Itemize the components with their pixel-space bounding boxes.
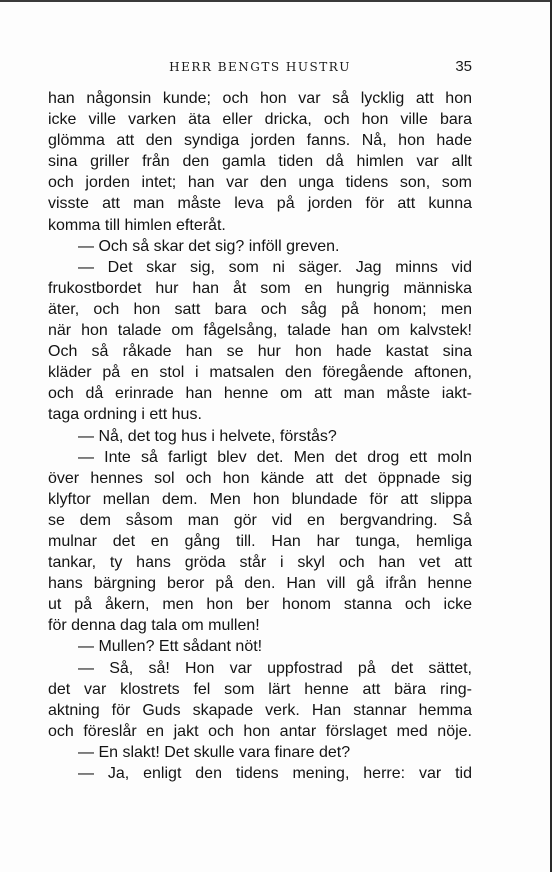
top-edge-rule	[0, 0, 552, 2]
text-line: och jorden intet; han var den unga tidens son, som	[48, 174, 472, 192]
text-line: — Inte så farligt blev det. Men det drog ett moln	[78, 448, 472, 466]
text-line: sina griller från den gamla tiden då himlen var allt	[48, 153, 472, 171]
text-line: komma till himlen efteråt.	[48, 216, 226, 234]
text-line: Och så råkade han se hur hon hade kastat sina	[48, 343, 472, 361]
text-line: klyftor mellan dem. Men hon blundade för att slippa	[48, 490, 472, 508]
text-line: han någonsin kunde; och hon var så lycklig att hon	[48, 90, 472, 107]
text-line: kläder på en stol i matsalen den föregående aftonen,	[48, 364, 472, 382]
text-line: äter, och hon satt bara och såg på honom; men	[48, 300, 472, 318]
body-text	[48, 88, 472, 784]
text-line: — Ja, enligt den tidens mening, herre: var tid	[78, 765, 472, 782]
text-line: — Det skar sig, som ni säger. Jag minns vid	[78, 258, 472, 276]
text-line: frukostbordet hur han åt som en hungrig människa	[48, 279, 472, 297]
text-line: när hon talade om fågelsång, talade han om kalvstek!	[48, 322, 472, 340]
text-line: icke ville varken äta eller dricka, och hon ville bara	[48, 111, 472, 129]
text-line: — Mullen? Ett sådant nöt!	[78, 638, 263, 656]
text-line: — Nå, det tog hus i helvete, förstås?	[78, 427, 337, 445]
text-line: ut på åkern, men hon ber honom stanna och icke	[48, 596, 472, 614]
text-line: — Och så skar det sig? inföll greven.	[78, 237, 340, 255]
text-line: aktning för Guds skapade verk. Han stannar hemma	[48, 701, 472, 719]
text-line: över hennes sol och hon kände att det öppnade sig	[48, 469, 472, 487]
text-line: mulnar det en gång till. Han har tunga, hemliga	[48, 532, 472, 550]
text-line: glömma att den syndiga jorden fanns. Nå, hon hade	[48, 132, 472, 150]
page-number: 35	[455, 58, 472, 75]
text-line: se dem såsom man gör vid en bergvandring. Så	[48, 511, 472, 529]
text-line: det var klostrets fel som lärt henne att bära ring-	[48, 680, 472, 698]
text-line: visste att man måste leva på jorden för att kunna	[48, 195, 472, 213]
text-line: för denna dag tala om mullen!	[48, 617, 260, 635]
text-line: hans bärgning beror på den. Han vill gå ifrån henne	[48, 575, 472, 593]
text-line: taga ordning i ett hus.	[48, 406, 202, 424]
running-head	[48, 60, 472, 80]
running-title: HERR BENGTS HUSTRU	[169, 60, 351, 74]
text-line: — Så, så! Hon var uppfostrad på det sättet,	[78, 659, 472, 677]
text-line: och då erinrade han henne om att man måste iakt-	[48, 385, 472, 403]
text-line: — En slakt! Det skulle vara finare det?	[78, 743, 351, 761]
text-line: och föreslår en jakt och hon antar förslaget med nöje.	[48, 722, 472, 740]
text-line: tankar, ty hans gröda står i skyl och han vet att	[48, 554, 472, 572]
